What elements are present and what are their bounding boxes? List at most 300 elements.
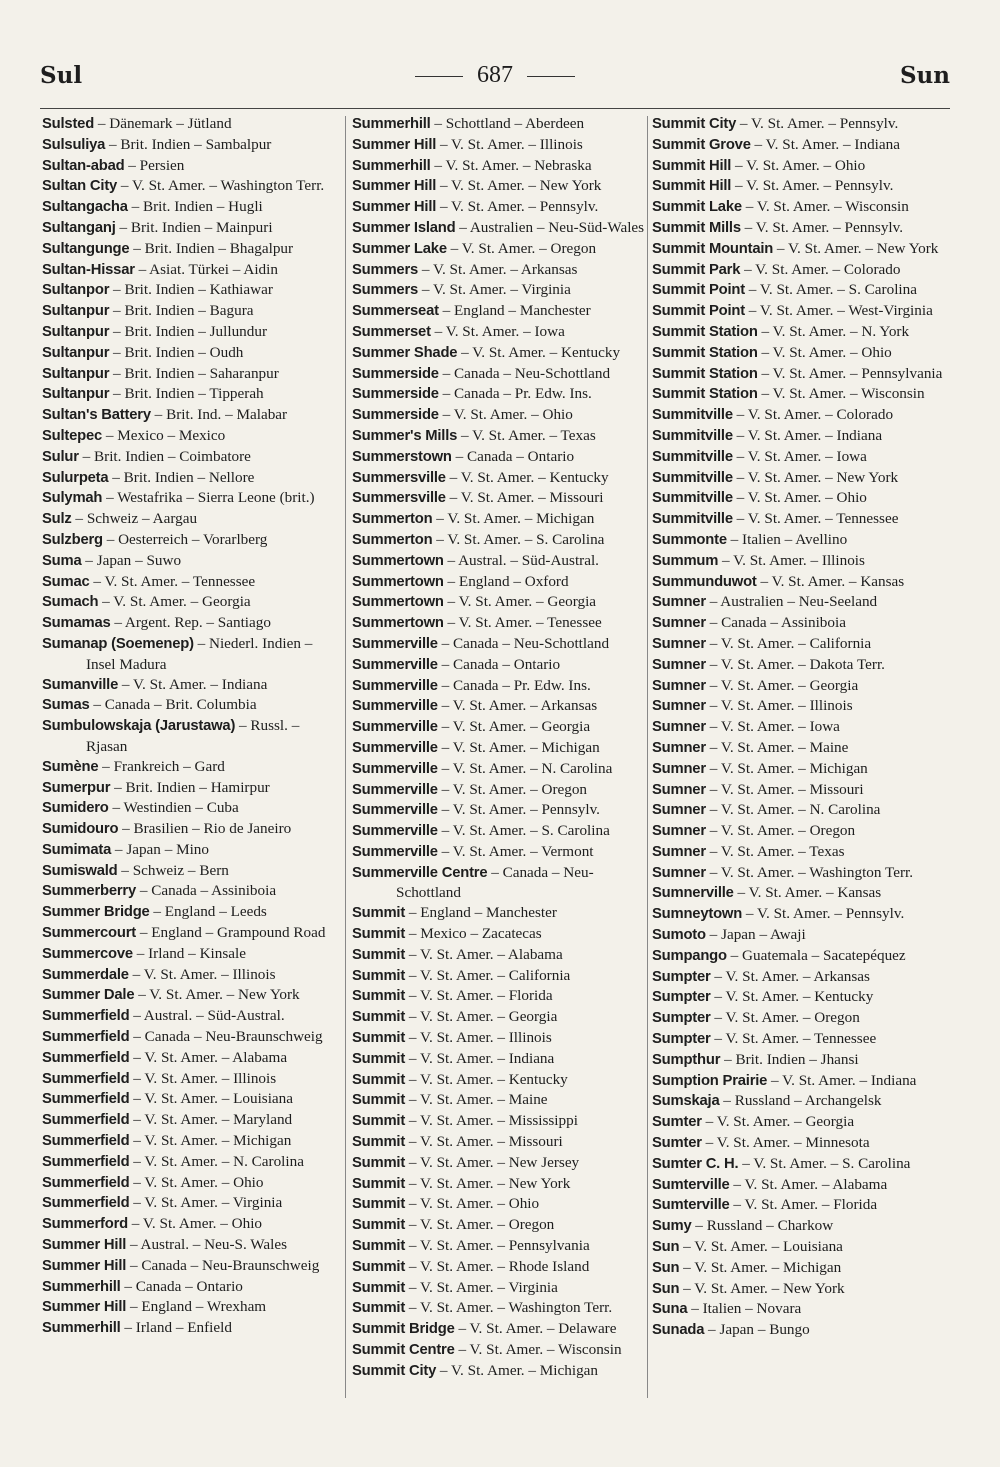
entry-headword: Summitville [652,407,733,424]
entry-headword: Sultanganj [42,219,116,236]
gazetteer-entry [352,218,652,239]
entry-location: – V. St. Amer. – Wisconsin [757,385,925,403]
entry-location: – V. St. Amer. – Michigan [432,510,595,528]
entry-headword: Summit [352,1258,406,1275]
gazetteer-entry [42,902,342,923]
entry-headword: Summer Hill [42,1257,127,1274]
entry-headword: Summerseat [352,303,439,320]
entry-headword: Summer Dale [42,987,135,1004]
gazetteer-entry [652,1237,952,1258]
entry-location: – Japan – Suwo [81,551,182,569]
entry-headword: Sultanpur [42,323,110,340]
entry-headword: Sumy [652,1218,692,1235]
entry-location: – Brit. Indien – Hamirpur [110,778,270,796]
entry-headword: Summerfield [42,1174,130,1191]
gazetteer-entry [42,1069,342,1090]
entry-location: – V. St. Amer. – Illinois [128,965,276,983]
gazetteer-entry [352,260,652,281]
gazetteer-entry [352,1049,652,1070]
gazetteer-entry [352,1298,652,1319]
gazetteer-entry [652,218,952,239]
entry-headword: Sumterville [652,1176,730,1193]
entry-headword: Summerhill [42,1278,121,1295]
gazetteer-entry [652,176,952,197]
entry-location: – Brit. Indien – Sambalpur [105,135,272,153]
entry-headword: Sumpter [652,1031,711,1048]
gazetteer-entry [42,1048,342,1069]
entry-headword: Sumimata [42,841,112,858]
header-rule-left [415,76,463,77]
gazetteer-entry [352,800,652,821]
page-number-block [40,62,950,89]
gazetteer-entry [352,197,652,218]
gazetteer-entry [352,405,652,426]
gazetteer-entry [352,447,652,468]
entry-location: – V. St. Amer. – Ohio [438,406,573,424]
gazetteer-entry [42,778,342,799]
entry-headword: Summit [352,1279,406,1296]
entry-headword: Sumanap (Soemenep) [42,635,194,652]
entry-headword: Summer's Mills [352,427,458,444]
entry-headword: Summer Hill [42,1237,127,1254]
header-left-guide-word: Sul [40,62,83,89]
gazetteer-entry [42,343,342,364]
gazetteer-entry [352,176,652,197]
entry-location: – V. St. Amer. – Georgia [701,1113,855,1131]
entry-headword: Summersville [352,490,446,507]
header-right-guide-word: Sun [899,62,950,89]
entry-headword: Sumner [652,739,706,756]
entry-headword: Sumbulowskaja (Jarustawa) [42,718,236,735]
entry-headword: Summers [352,261,419,278]
gazetteer-entry [352,322,652,343]
gazetteer-entry [42,965,342,986]
entry-location: – Austral. – Neu-S. Wales [126,1236,288,1254]
entry-location: – Brit. Indien – Hugli [127,198,263,216]
entry-location: – V. St. Amer. – Iowa [732,447,867,465]
entry-location: – V. St. Amer. – Ohio [731,156,866,174]
column-1 [42,114,342,1339]
entry-headword: Summit Grove [652,136,751,153]
gazetteer-entry [652,634,952,655]
entry-location: – V. St. Amer. – Oregon [405,1216,555,1234]
entry-location: – V. St. Amer. – Illinois [718,551,865,569]
entry-location: – V. St. Amer. – Pennsylvania [405,1237,590,1255]
gazetteer-entry [42,613,342,634]
gazetteer-entry [42,1318,342,1339]
entry-location: – Dänemark – Jütland [94,115,232,132]
entry-headword: Sumidero [42,800,109,817]
gazetteer-entry [42,218,342,239]
gazetteer-entry [42,1027,342,1048]
entry-location: – V. St. Amer. – Illinois [705,697,853,715]
entry-headword: Summertown [352,573,444,590]
entry-headword: Sultan-Hissar [42,261,135,278]
entry-headword: Sultangunge [42,240,130,257]
gazetteer-entry [652,821,952,842]
entry-location: – Italien – Novara [687,1300,802,1318]
entry-location: – Canada – Neu-Schottland [437,634,610,652]
gazetteer-entry [352,924,652,945]
gazetteer-entry [352,945,652,966]
entry-headword: Sumner [652,594,706,611]
entry-headword: Summit [352,1238,406,1255]
gazetteer-entry [352,1174,652,1195]
gazetteer-entry [352,426,652,447]
gazetteer-entry [652,1299,952,1320]
entry-location: – V. St. Amer. – Pennsylvania [757,364,943,382]
entry-headword: Summerfield [42,1049,130,1066]
entry-location: – V. St. Amer. – Ohio [405,1195,540,1213]
entry-location: – V. St. Amer. – Wisconsin [741,198,909,216]
entry-location: – V. St. Amer. – Colorado [732,406,894,424]
gazetteer-entry [42,509,342,530]
entry-headword: Sumène [42,758,99,775]
entry-location: – V. St. Amer. – Tenessee [443,614,602,632]
gazetteer-entry [352,1111,652,1132]
entry-location: – V. St. Amer. – New York [436,177,602,195]
entry-location: – Guatemala – Sacatepéquez [726,946,906,964]
entry-headword: Summit [352,967,406,984]
gazetteer-entry [652,863,952,884]
entry-headword: Summerfield [42,1195,130,1212]
entry-headword: Summertown [352,552,444,569]
gazetteer-entry [42,260,342,281]
entry-headword: Summer Hill [352,136,437,153]
gazetteer-entry [42,675,342,696]
entry-headword: Sumerpur [42,779,111,796]
gazetteer-entry [352,738,652,759]
gazetteer-entry [42,757,342,778]
gazetteer-entry [42,426,342,447]
entry-headword: Summerfield [42,1091,130,1108]
entry-headword: Summit [352,1113,406,1130]
entry-headword: Summerville [352,719,438,736]
entry-location: – V. St. Amer. – Maine [405,1091,548,1109]
gazetteer-entry [352,364,652,385]
entry-location: – V. St. Amer. – Ohio [757,343,892,361]
entry-headword: Summercourt [42,925,137,942]
entry-location: – Australien – Neu-Seeland [705,593,878,611]
entry-headword: Sulzberg [42,531,103,548]
gazetteer-entry [652,260,952,281]
entry-location: – V. St. Amer. – Louisiana [129,1090,293,1108]
entry-location: – Brit. Indien – Nellore [108,468,255,486]
gazetteer-entry [352,1070,652,1091]
entry-location: – Russl. – Rjasan [86,717,300,755]
entry-location: – V. St. Amer. – Arkansas [710,967,870,985]
entry-location: – V. St. Amer. – Georgia [443,593,597,611]
entry-location: – V. St. Amer. – Dakota Terr. [705,655,885,673]
entry-location: – V. St. Amer. – Virginia [129,1194,283,1212]
gazetteer-entry [652,1133,952,1154]
gazetteer-entry [352,156,652,177]
gazetteer-entry [652,717,952,738]
entry-headword: Summit Station [652,365,758,382]
entry-location: – V. St. Amer. – Georgia [98,593,251,611]
entry-location: – V. St. Amer. – S. Carolina [738,1154,911,1172]
entry-headword: Summit [352,1175,406,1192]
entry-headword: Summit Point [652,282,745,299]
gazetteer-entry [652,1154,952,1175]
entry-headword: Summerville [352,823,438,840]
entry-headword: Sumac [42,573,90,590]
entry-location: – V. St. Amer. – Virginia [418,281,571,299]
gazetteer-entry [42,280,342,301]
entry-headword: Summerton [352,531,433,548]
gazetteer-entry [42,384,342,405]
entry-location: – Canada – Assiniboia [705,614,846,632]
entry-location: – V. St. Amer. – Oregon [437,780,588,798]
entry-headword: Sumnerville [652,885,734,902]
entry-location: – Brit. Indien – Coimbatore [78,447,251,465]
entry-headword: Summit Park [652,261,741,278]
gazetteer-entry [652,592,952,613]
gazetteer-entry [652,488,952,509]
entry-headword: Sumner [652,781,706,798]
entry-location: – V. St. Amer. – Maine [705,738,849,756]
entry-location: – V. St. Amer. – Tennessee [710,1030,877,1048]
gazetteer-entry [42,840,342,861]
entry-headword: Sumner [652,843,706,860]
entry-location: – Brit. Indien – Bagura [109,302,254,320]
entry-headword: Summit [352,1009,406,1026]
entry-headword: Summitville [652,427,733,444]
entry-headword: Summit [352,1154,406,1171]
entry-location: – V. St. Amer. – Alabama [729,1175,888,1193]
entry-location: – V. St. Amer. – Minnesota [701,1134,870,1152]
entry-headword: Sulur [42,448,79,465]
entry-location: – V. St. Amer. – Wisconsin [454,1341,622,1359]
entry-location: – V. St. Amer. – Alabama [405,945,563,963]
entry-location: – V. St. Amer. – S. Carolina [437,822,610,840]
entry-headword: Summit [352,1050,406,1067]
entry-headword: Sumamas [42,615,111,632]
entry-location: – V. St. Amer. – New York [773,239,939,257]
entry-headword: Sumoto [652,927,706,944]
entry-headword: Summit Bridge [352,1321,455,1338]
gazetteer-entry [42,923,342,944]
gazetteer-entry [352,239,652,260]
gazetteer-entry [652,551,952,572]
entry-location: – V. St. Amer. – Ohio [732,489,867,507]
gazetteer-entry [652,384,952,405]
gazetteer-entry [42,1193,342,1214]
entry-location: – V. St. Amer. – Indiana [732,426,883,444]
entry-headword: Summercove [42,945,133,962]
entry-headword: Summit Centre [352,1342,455,1359]
gazetteer-entry [352,384,652,405]
entry-location: – V. St. Amer. – Tennessee [89,572,256,590]
entry-headword: Summit Station [652,386,758,403]
entry-location: – V. St. Amer. – Pennsylv. [731,177,894,195]
gazetteer-entry [652,468,952,489]
gazetteer-entry [42,176,342,197]
gazetteer-entry [352,634,652,655]
gazetteer-entry [42,572,342,593]
column-divider [647,116,648,1398]
entry-headword: Summer Lake [352,240,447,257]
entry-headword: Summit Station [652,323,758,340]
gazetteer-entry [352,1340,652,1361]
gazetteer-entry [652,343,952,364]
entry-headword: Summerside [352,365,439,382]
entry-headword: Summerville [352,802,438,819]
entry-headword: Summertown [352,594,444,611]
gazetteer-entry [352,1007,652,1028]
entry-location: – V. St. Amer. – Kansas [733,884,882,902]
gazetteer-entry [42,1131,342,1152]
entry-location: – Irland – Kinsale [132,944,246,962]
gazetteer-entry [352,1257,652,1278]
gazetteer-entry [652,426,952,447]
gazetteer-entry [652,800,952,821]
entry-location: – Asiat. Türkei – Aidin [134,260,278,278]
gazetteer-entry [652,1029,952,1050]
entry-headword: Sumach [42,594,99,611]
entry-headword: Summerfield [42,1153,130,1170]
entry-location: – V. St. Amer. – Mississippi [405,1112,578,1130]
entry-location: – Brit. Indien – Tipperah [109,385,264,403]
gazetteer-entry [352,696,652,717]
entry-headword: Summit [352,926,406,943]
entry-headword: Summit City [352,1362,437,1379]
entry-headword: Sumpango [652,947,727,964]
entry-headword: Sulz [42,511,72,528]
gazetteer-entry [42,881,342,902]
gazetteer-entry [352,821,652,842]
entry-headword: Sumter C. H. [652,1155,739,1172]
gazetteer-entry [352,1278,652,1299]
entry-location: – Brasilien – Rio de Janeiro [118,820,292,838]
entry-headword: Sulurpeta [42,469,109,486]
entry-headword: Summerville [352,781,438,798]
entry-location: – V. St. Amer. – Pennsylv. [742,905,905,923]
entry-location: – V. St. Amer. – Indiana [767,1071,917,1089]
gazetteer-entry [352,488,652,509]
gazetteer-entry [652,364,952,385]
entry-headword: Sumner [652,615,706,632]
entry-location: – England – Manchester [438,302,591,320]
entry-headword: Suma [42,552,82,569]
entry-headword: Summonte [652,531,727,548]
entry-location: – V. St. Amer. – Missouri [705,780,864,798]
entry-location: – Canada – Ontario [437,655,561,673]
entry-location: – V. St. Amer. – New Jersey [405,1153,580,1171]
entry-headword: Summerfield [42,1112,130,1129]
entry-headword: Summerfield [42,1133,130,1150]
entry-headword: Sultanpur [42,303,110,320]
entry-location: – Argent. Rep. – Santiago [110,614,271,632]
entry-headword: Sultanpur [42,386,110,403]
entry-location: – Brit. Indien – Bhagalpur [129,239,294,257]
entry-headword: Summerville [352,698,438,715]
entry-headword: Summerville [352,739,438,756]
entry-headword: Sumner [652,802,706,819]
entry-headword: Summit [352,1196,406,1213]
entry-headword: Summerberry [42,883,137,900]
entry-headword: Sultanpur [42,365,110,382]
gazetteer-entry [42,695,342,716]
entry-headword: Summit [352,1300,406,1317]
gazetteer-entry [352,676,652,697]
header-divider [40,108,950,109]
gazetteer-entry [42,114,342,135]
entry-location: – V. St. Amer. – Iowa [705,718,840,736]
entry-location: – Austral. – Süd-Austral. [129,1007,285,1025]
entry-headword: Summer Hill [352,178,437,195]
entry-headword: Summerdale [42,966,129,983]
entry-location: – V. St. Amer. – Missouri [405,1133,563,1151]
entry-location: – Canada – Ontario [120,1277,243,1295]
entry-location: – V. St. Amer. – New York [679,1279,845,1297]
entry-location: – Russland – Charkow [691,1217,834,1235]
gazetteer-entry [652,1175,952,1196]
gazetteer-entry [42,1297,342,1318]
gazetteer-entry [42,1110,342,1131]
gazetteer-entry [352,468,652,489]
entry-location: – V. St. Amer. – Vermont [437,842,594,860]
entry-headword: Summerville [352,843,438,860]
gazetteer-entry [652,904,952,925]
entry-headword: Summit [352,905,406,922]
gazetteer-entry [652,1008,952,1029]
entry-headword: Sumption Prairie [652,1072,768,1089]
entry-headword: Suna [652,1301,688,1318]
entry-location: – V. St. Amer. – Pennsylv. [736,115,899,132]
gazetteer-entry [652,1258,952,1279]
entry-location: – Canada – Brit. Columbia [89,696,257,714]
entry-headword: Sumpter [652,968,711,985]
entry-headword: Summers [352,282,419,299]
gazetteer-entry [42,944,342,965]
gazetteer-entry [652,759,952,780]
gazetteer-entry [352,903,652,924]
entry-headword: Summer Bridge [42,904,150,921]
entry-location: – V. St. Amer. – Washington Terr. [405,1299,613,1317]
gazetteer-entry [652,987,952,1008]
gazetteer-entry [652,114,952,135]
entry-location: – V. St. Amer. – Illinois [436,135,583,153]
gazetteer-entry [352,966,652,987]
gazetteer-entry [352,1194,652,1215]
gazetteer-entry [42,592,342,613]
entry-location: – Japan – Mino [111,840,209,858]
entry-location: – Brit. Indien – Mainpuri [115,218,273,236]
entry-location: – V. St. Amer. – Washington Terr. [117,177,325,195]
entry-location: – Canada – Neu-Schottland [438,364,611,382]
entry-headword: Summerhill [352,116,431,132]
entry-headword: Sumidouro [42,821,119,838]
gazetteer-entry [352,1361,652,1382]
entry-headword: Summitville [652,469,733,486]
entry-location: – Canada – Ontario [451,447,575,465]
gazetteer-entry [352,717,652,738]
gazetteer-entry [652,530,952,551]
entry-headword: Sulsted [42,116,95,132]
column-divider [345,116,346,1398]
entry-headword: Summit Hill [652,157,732,174]
gazetteer-entry [352,655,652,676]
gazetteer-entry [352,530,652,551]
entry-location: – Brit. Indien – Saharanpur [109,364,279,382]
entry-headword: Summit Mountain [652,240,774,257]
entry-headword: Sumner [652,823,706,840]
entry-headword: Summit Hill [652,178,732,195]
entry-location: – V. St. Amer. – California [405,966,571,984]
entry-location: – V. St. Amer. – West-Virginia [744,302,933,320]
entry-headword: Summit [352,1092,406,1109]
